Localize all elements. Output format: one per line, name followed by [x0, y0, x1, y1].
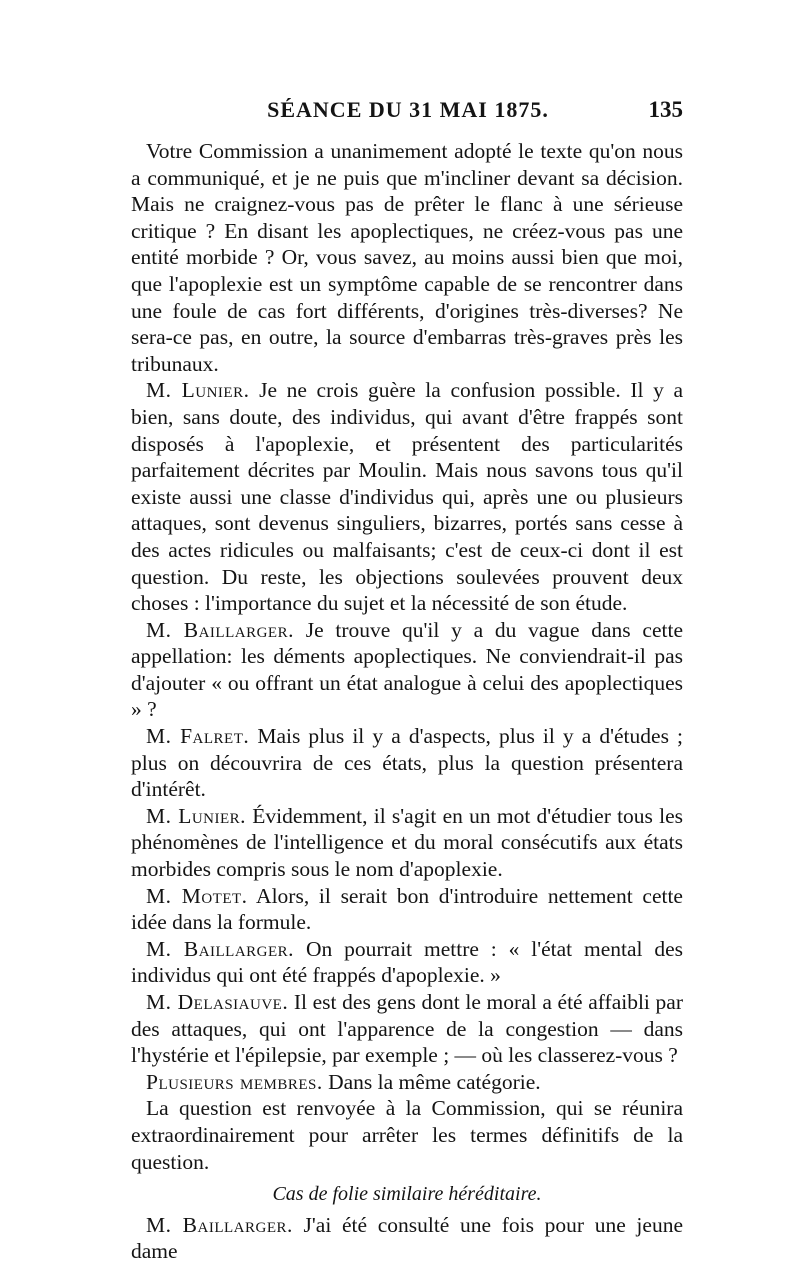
paragraph	[131, 1212, 683, 1265]
paragraph-text: Il est des gens dont le moral a été affaibli par des attaques, qui ont l'apparence de la congestion — dans l'hystérie et l'épilepsie, par exemple ; — où les classerez-vous ?	[131, 990, 684, 1068]
page-number: 135	[648, 97, 683, 122]
paragraph	[131, 138, 683, 377]
speaker-name: M. Motet.	[146, 883, 248, 908]
paragraph-text: J'ai été consulté une fois pour une jeune dame	[131, 1212, 683, 1264]
paragraph	[131, 883, 683, 936]
paragraph-text: Je trouve qu'il y a du vague dans cette appellation: les déments apoplectiques. Ne conviendrait-il pas d'ajouter « ou offrant un état analogue à celui des apoplectiques » ?	[131, 617, 684, 722]
paragraph-text: Dans la même catégorie.	[328, 1069, 541, 1094]
speaker-name: M. Baillarger.	[146, 936, 295, 961]
paragraph-text: Évidemment, il s'agit en un mot d'étudier tous les phénomènes de l'intelligence et du moral consécutifs aux états morbides compris sous le nom d'apoplexie.	[131, 803, 684, 882]
paragraph	[131, 936, 683, 989]
speaker-name: M. Lunier.	[146, 378, 250, 403]
paragraph-text: Je ne crois guère la confusion possible. Il y a bien, sans doute, des individus, qui avant d'être frappés sont disposés à l'apoplexie, et présentent des particularités parfaitement décrites par Moulin. Mais nous savons tous qu'il existe aussi une classe d'individus qui, après une ou plusieurs attaques, sont devenus singuliers, bizarres, portés sans cesse à des actes ridicules ou malfaisants; c'est de ceux-ci dont il est question. Du reste, les objections soulevées prouvent deux choses : l'importance du sujet et la nécessité de son étude.	[131, 378, 684, 616]
paragraph-text: La question est renvoyée à la Commission, qui se réunira extraordinairement pour arrêter les termes définitifs de la question.	[131, 1096, 683, 1174]
body-text	[131, 138, 683, 1265]
running-head: SÉANCE DU 31 MAI 1875.	[267, 97, 549, 122]
speaker-name: M. Falret.	[146, 724, 250, 749]
paragraph	[131, 377, 683, 616]
paragraph-text: Mais plus il y a d'aspects, plus il y a d'études ; plus on découvrira de ces états, plus la question présentera d'intérêt.	[131, 724, 683, 802]
speaker-name: M. Baillarger.	[146, 1212, 293, 1237]
speaker-name: M. Lunier.	[146, 803, 247, 828]
speaker-name: M. Delasiauve.	[146, 990, 289, 1014]
paragraph-text: Votre Commission a unanimement adopté le texte qu'on nous a communiqué, et je ne puis que m'incliner devant sa décision. Mais ne craignez-vous pas de prêter le flanc à une sérieuse critique ? En disant les apoplectiques, ne créez-vous pas une entité morbide ? Or, vous savez, au moins aussi bien que moi, que l'apoplexie est un symptôme capable de se rencontrer dans une foule de cas fort différents, d'origines très-diverses? Ne sera-ce pas, en outre, la source d'embarras très-graves près les tribunaux.	[131, 139, 683, 376]
paragraph	[131, 1069, 683, 1096]
paragraph	[131, 617, 683, 723]
speaker-name: M. Baillarger.	[146, 617, 294, 642]
paragraph	[131, 1095, 683, 1175]
speaker-name: Plusieurs membres.	[146, 1069, 323, 1094]
paragraph-text: Alors, il serait bon d'introduire nettement cette idée dans la formule.	[131, 883, 683, 935]
paragraph	[131, 989, 683, 1069]
paragraph	[131, 723, 683, 803]
page-header	[133, 97, 683, 129]
paragraph	[131, 803, 683, 883]
section-heading: Cas de folie similaire héréditaire.	[272, 1183, 542, 1206]
paragraph-text: On pourrait mettre : « l'état mental des individus qui ont été frappés d'apoplexie. »	[131, 936, 683, 988]
